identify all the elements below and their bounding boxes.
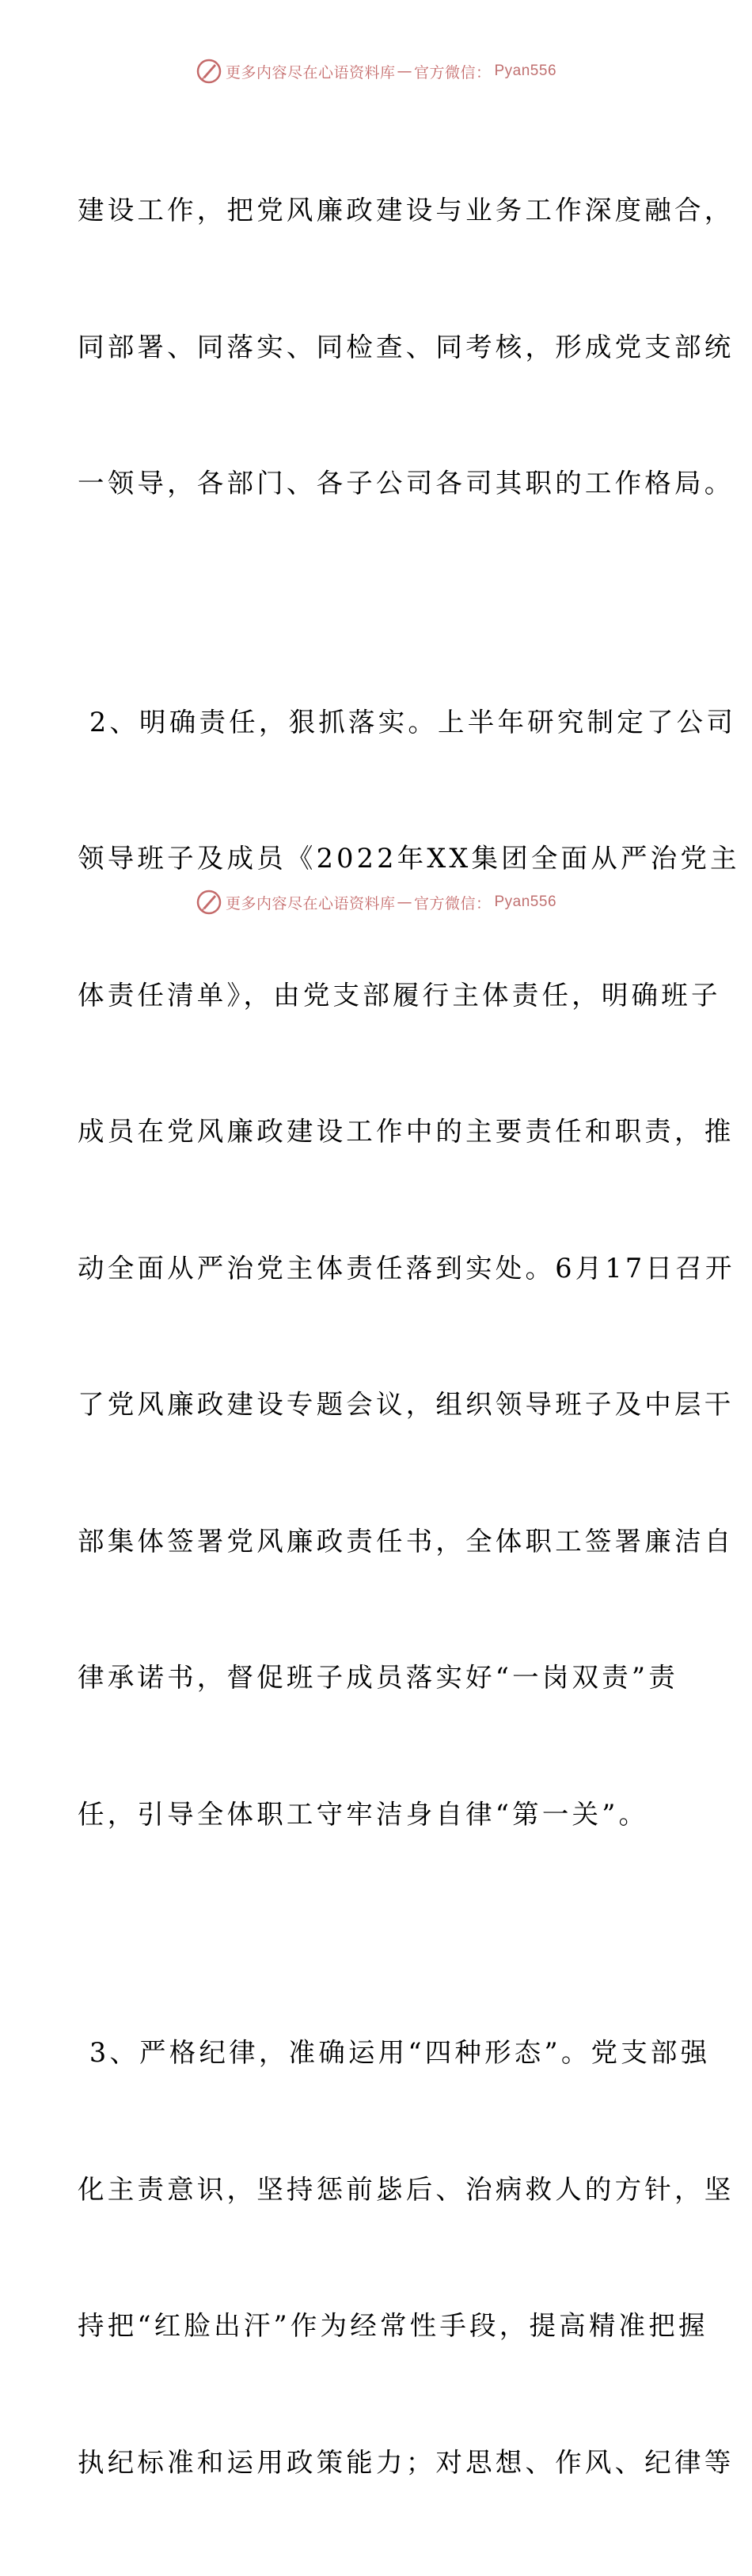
text-line: 2、明确责任，狠抓落实。上半年研究制定了公司 (78, 706, 737, 738)
watermark-label: 官方微信： (413, 63, 492, 82)
text-line: 成员在党风廉政建设工作中的主要责任和职责，推 (78, 1116, 735, 1147)
header-watermark (0, 55, 752, 87)
watermark-dash: — (397, 893, 412, 911)
text-line: 领导班子及成员《2022年XX集团全面从严治党主 (78, 843, 740, 874)
watermark-wechat-id: Pyan556 (494, 893, 557, 910)
text-line: 持把“红脸出汗”作为经常性手段，提高精准把握 (78, 2310, 708, 2341)
text-line: 了党风廉政建设专题会议，组织领导班子及中层干 (78, 1389, 735, 1420)
document-body (78, 97, 740, 2576)
text-line: 化主责意识，坚持惩前毖后、治病救人的方针，坚 (78, 2173, 735, 2205)
quill-pen-circle-icon (196, 58, 222, 85)
text-line: 动全面从严治党主体责任落到实处。6月17日召开 (78, 1252, 735, 1284)
text-line: 执纪标准和运用政策能力；对思想、作风、纪律等 (78, 2446, 735, 2478)
text-line: 建设工作，把党风廉政建设与业务工作深度融合， (78, 195, 735, 226)
text-line: 部集体签署党风廉政责任书，全体职工签署廉洁自 (78, 1525, 735, 1557)
watermark-label: 官方微信： (413, 894, 492, 912)
text-line: 律承诺书，督促班子成员落实好“一岗双责”责 (78, 1662, 678, 1693)
watermark-dash: — (397, 63, 412, 80)
text-line: 一领导，各部门、各子公司各司其职的工作格局。 (78, 468, 735, 499)
watermark-brand: 更多内容尽在心语资料库 (225, 63, 396, 82)
text-line: 同部署、同落实、同检查、同考核，形成党支部统 (78, 331, 735, 362)
paragraph-3 (78, 1939, 735, 2576)
footer-watermark (0, 886, 752, 918)
text-line: 任，引导全体职工守牢洁身自律“第一关”。 (78, 1798, 649, 1830)
watermark-brand: 更多内容尽在心语资料库 (225, 894, 396, 912)
paragraph-2 (78, 609, 740, 1929)
text-line: 3、严格纪律，准确运用“四种形态”。党支部强 (78, 2037, 711, 2068)
paragraph-1 (78, 97, 735, 598)
watermark-wechat-id: Pyan556 (494, 63, 557, 79)
text-line: 体责任清单》，由党支部履行主体责任，明确班子 (78, 979, 721, 1011)
quill-pen-circle-icon (196, 889, 222, 916)
